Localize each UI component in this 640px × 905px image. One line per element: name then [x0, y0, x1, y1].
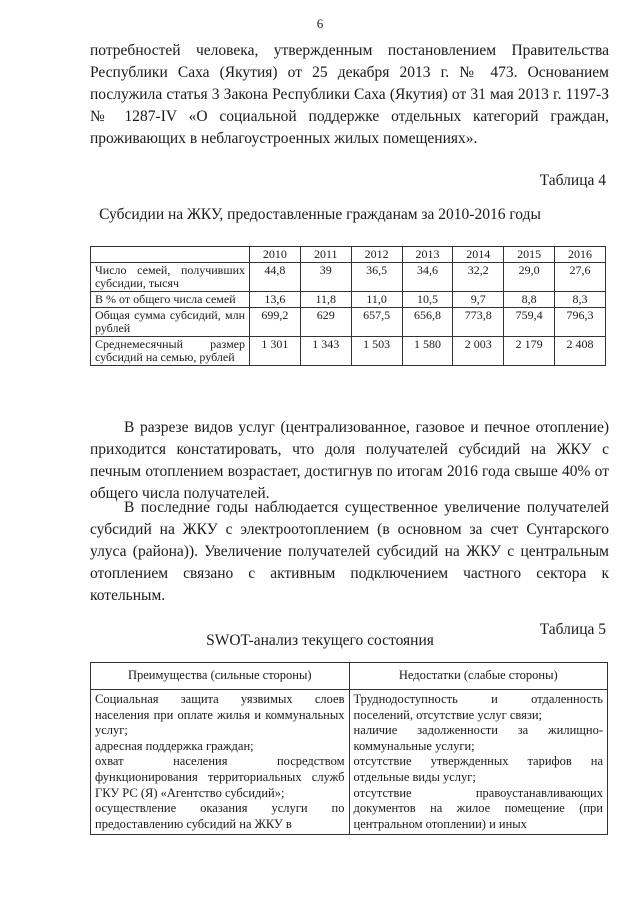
- table-cell: 759,4: [504, 308, 555, 337]
- table-cell: 629: [300, 308, 351, 337]
- year-header: 2015: [504, 247, 555, 263]
- table-cell: 11,0: [351, 292, 402, 308]
- weaknesses-cell: [349, 690, 608, 835]
- table-cell: 29,0: [504, 263, 555, 292]
- table-row: [91, 263, 606, 292]
- table-cell: 27,6: [555, 263, 606, 292]
- table4-label: Таблица 4: [539, 172, 606, 189]
- table-cell: 8,3: [555, 292, 606, 308]
- list-item: осуществление оказания услуги по предоставлению субсидий на ЖКУ в: [95, 801, 345, 831]
- list-item: отсутствие правоустанавливающих документов на жилое помещение (при центральном отоплении) и иных: [353, 785, 603, 831]
- table-cell: 796,3: [555, 308, 606, 337]
- intro-paragraph: потребностей человека, утвержденным постановлением Правительства Республики Саха (Якутия) от 25 декабря 2013 г. № 473. Основанием послужила статья 3 Закона Республики Саха (Якутия) от 31 мая 2013 г. 1197-З № 1287-IV «О социальной поддержке отдельных категорий граждан, проживающих в неблагоустроенных жилых помещениях».: [90, 42, 609, 147]
- row-label: Среднемесячный размер субсидий на семью, рублей: [91, 337, 250, 366]
- paragraph-electric-heating: В последние годы наблюдается существенное увеличение получателей субсидий на ЖКУ с электроотоплением (в основном за счет Сунтарского улуса (района)). Увеличение получателей субсидий на ЖКУ с центральным отоплением связано с активным подключением частного сектора к котельным.: [90, 499, 609, 604]
- year-header: 2010: [250, 247, 301, 263]
- table5-caption: SWOT-анализ текущего состояния: [206, 632, 434, 649]
- table-cell: 699,2: [250, 308, 301, 337]
- year-header: 2014: [453, 247, 504, 263]
- table5-label: Таблица 5: [539, 621, 606, 638]
- weaknesses-header: Недостатки (слабые стороны): [349, 663, 608, 690]
- list-item: наличие задолженности за жилищно-коммунальные услуги;: [353, 723, 603, 753]
- row-label: Число семей, получивших субсидии, тысяч: [91, 263, 250, 292]
- table-cell: 773,8: [453, 308, 504, 337]
- list-item: адресная поддержка граждан;: [95, 738, 254, 753]
- page-number: 6: [316, 16, 324, 31]
- row-label: В % от общего числа семей: [91, 292, 250, 308]
- list-item: Социальная защита уязвимых слоев населения при оплате жилья и коммунальных услуг;: [95, 692, 345, 738]
- table-cell: 32,2: [453, 263, 504, 292]
- table-cell: 656,8: [402, 308, 453, 337]
- table-cell: 44,8: [250, 263, 301, 292]
- table-cell: 2 408: [555, 337, 606, 366]
- row-label: Общая сумма субсидий, млн рублей: [91, 308, 250, 337]
- table-cell: 1 580: [402, 337, 453, 366]
- table-cell: 34,6: [402, 263, 453, 292]
- swot-table: [90, 662, 608, 835]
- table-cell: 2 003: [453, 337, 504, 366]
- table-cell: 1 503: [351, 337, 402, 366]
- table-cell: 1 343: [300, 337, 351, 366]
- list-item: отсутствие утвержденных тарифов на отдельные виды услуг;: [353, 754, 603, 784]
- strengths-cell: [91, 690, 350, 835]
- table-cell: 9,7: [453, 292, 504, 308]
- table4-caption: Субсидии на ЖКУ, предоставленные гражданам за 2010-2016 годы: [99, 206, 541, 223]
- table-cell: 13,6: [250, 292, 301, 308]
- table-row: [91, 690, 608, 835]
- paragraph-heating-types: В разрезе видов услуг (централизованное, газовое и печное отопление) приходится констатировать, что доля получателей субсидий на ЖКУ с печным отоплением возрастает, достигнув по итогам 2016 года свыше 40% от общего числа получателей.: [90, 419, 609, 502]
- table-header-row: [91, 247, 606, 263]
- table-cell: 2 179: [504, 337, 555, 366]
- table-cell: 36,5: [351, 263, 402, 292]
- year-header: 2016: [555, 247, 606, 263]
- table-row: [91, 292, 606, 308]
- table-cell: 1 301: [250, 337, 301, 366]
- list-item: охват населения посредством функционирования территориальных служб ГКУ РС (Я) «Агентство субсидий»;: [95, 754, 345, 800]
- table-row: [91, 308, 606, 337]
- table-cell: 657,5: [351, 308, 402, 337]
- year-header: 2011: [300, 247, 351, 263]
- strengths-header: Преимущества (сильные стороны): [91, 663, 350, 690]
- table-cell: 8,8: [504, 292, 555, 308]
- table-header-row: [91, 663, 608, 690]
- table-cell: 10,5: [402, 292, 453, 308]
- list-item: Труднодоступность и отдаленность поселений, отсутствие услуг связи;: [353, 692, 603, 722]
- table-cell: 39: [300, 263, 351, 292]
- subsidies-table: [90, 246, 606, 366]
- table-row: [91, 337, 606, 366]
- table-cell: 11,8: [300, 292, 351, 308]
- year-header: 2013: [402, 247, 453, 263]
- header-cell-empty: [91, 247, 250, 263]
- year-header: 2012: [351, 247, 402, 263]
